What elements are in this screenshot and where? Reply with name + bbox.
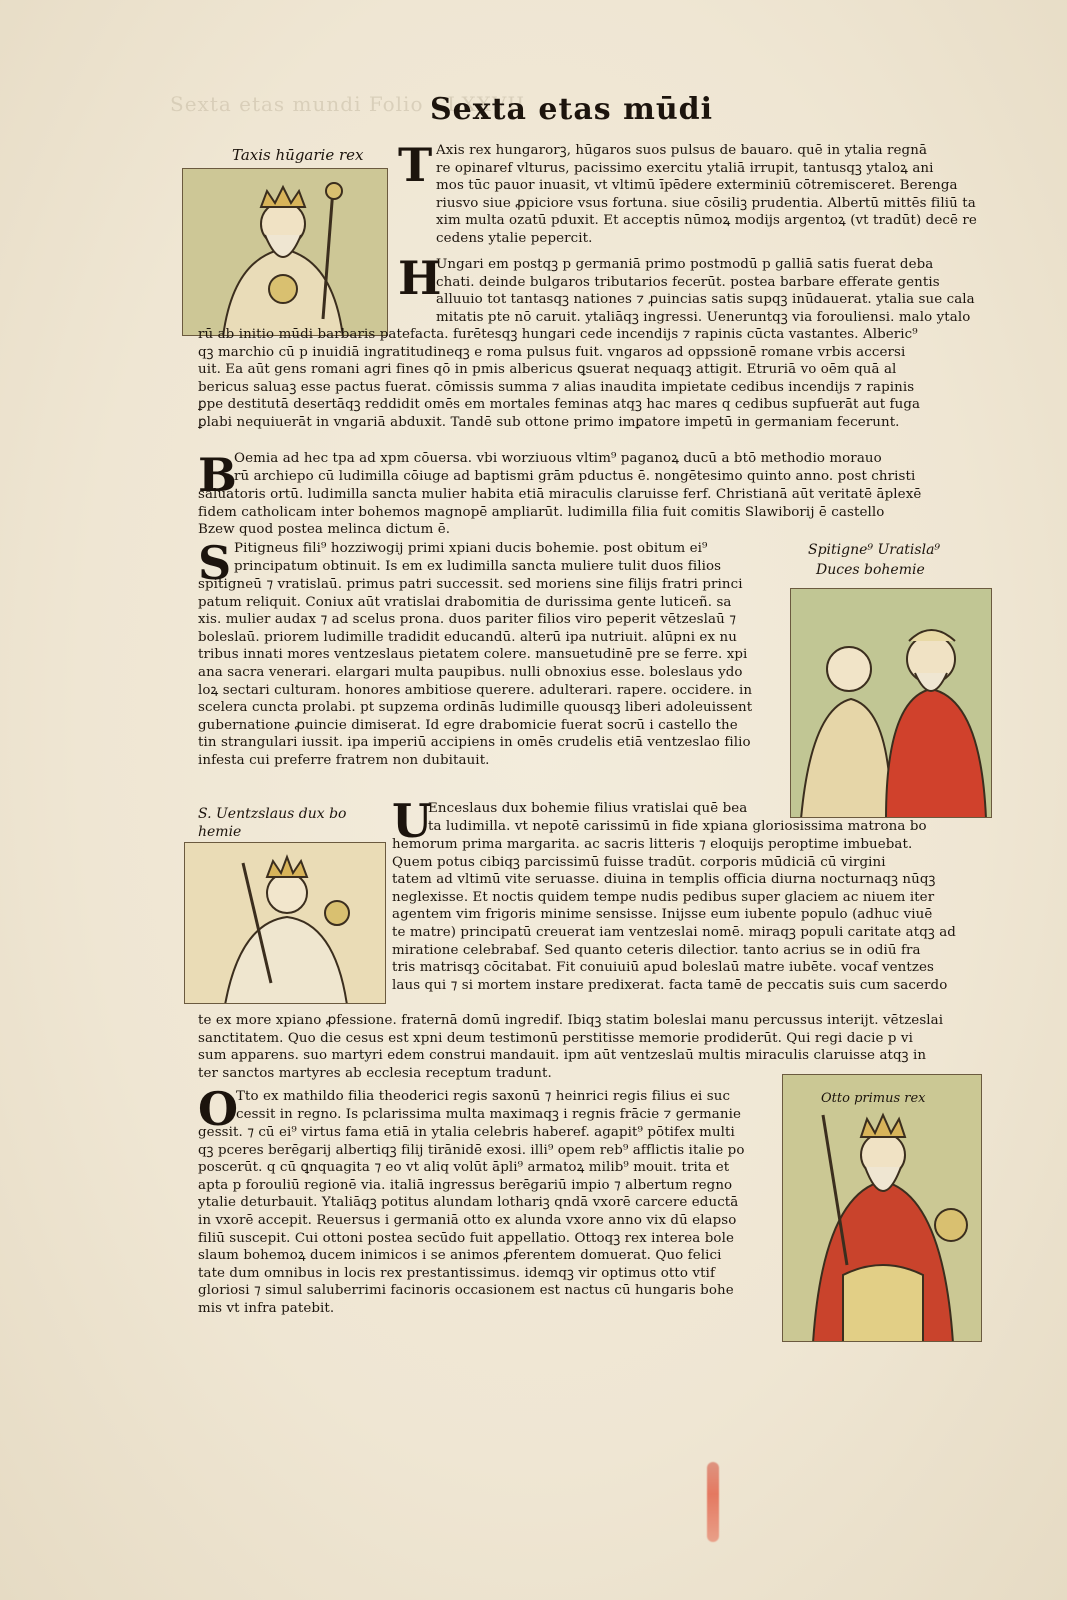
paragraph-ventzeslaus-b — [392, 836, 984, 994]
paragraph-ungari-b — [198, 326, 984, 432]
text-line: ytalie deturbauit. Ytaliāqꝫ potitus alundam lothariꝫ qndā vxorē carcere eductā — [198, 1195, 739, 1211]
text-line: rū ab initio mūdi barbaris patefacta. furētesqꝫ hungari cede incendijs ⁊ rapinis cūcta vastantes. Alberic⁹ — [198, 327, 918, 342]
text-line: slaum bohemoꝝ ducem inimicos i se animos ꝓferentem domuerat. Quo felici — [198, 1248, 722, 1264]
caption-spitigneus: Spitigne⁹ Uratisla⁹ — [808, 542, 941, 558]
text-line: Oemia ad hec tpa ad xpm cōuersa. vbi worziuous vltim⁹ paganoꝝ ducū a btō methodio morauo — [234, 451, 882, 466]
text-line: mos tūc pauor inuasit, vt vltimū īpēdere exterminiū cōtremisceret. Berenga — [436, 178, 958, 194]
text-line: gubernatione ꝓuincie dimiserat. Id egre drabomicie fuerat socrū i castello the — [198, 717, 738, 733]
caption-otto: Otto primus rex — [821, 1091, 926, 1106]
text-line: rū archiepo cū ludimilla cōiuge ad baptismi grām pductus ē. nongētesimo quinto anno. post christi — [234, 468, 916, 484]
text-line: tris matrisqꝫ cōcitabat. Fit conuiuiū apud boleslaū matre iubēte. vocaf ventzes — [392, 960, 935, 976]
text-line: chati. deinde bulgaros tributarios fecerūt. postea barbare efferate gentis — [436, 274, 940, 290]
text-line: Axis rex hungarorꝫ, hūgaros suos pulsus de bauaro. quē in ytalia regnā — [436, 143, 928, 158]
caption-ventzeslaus: S. Uentzslaus dux bo — [198, 806, 347, 822]
initial-t: T — [398, 138, 433, 192]
show-through-header: Sexta etas mundi Folio CLXXVII — [170, 92, 526, 116]
paragraph-spitigneus-b — [198, 576, 786, 770]
saint-king-figure-icon — [185, 843, 386, 1004]
paragraph-boemia-a — [234, 450, 984, 485]
text-line: in vxorē accepit. Reuersus i germaniā otto ex alunda vxore anno vix dū elapso — [198, 1212, 737, 1228]
text-line: cedens ytalie pepercit. — [436, 230, 593, 246]
paragraph-spitigneus-a — [234, 540, 786, 575]
text-line: qꝫ pceres berēgarij albertiqꝫ filij tirānidē exosi. illi⁹ opem reb⁹ afflictis italie po — [198, 1142, 745, 1158]
woodcut-taxis — [182, 168, 388, 336]
text-line: apta p forouliū regionē via. italiā ingressus berēgariū impio ⁊ albertum regno — [198, 1177, 733, 1193]
text-line: fidem catholicam inter bohemos magnopē ampliarūt. ludimilla filia fuit comitis Slawiborij ē castello — [198, 504, 885, 520]
text-line: Quem potus cibiqꝫ parcissimū fuisse tradūt. corporis mūdiciā cū virgini — [392, 854, 886, 870]
text-line: xis. mulier audax ⁊ ad scelus prona. duos pariter filios viro peperit vētzeslaū ⁊ — [198, 612, 736, 628]
initial-h: H — [398, 251, 442, 305]
text-line: filiū suscepit. Cui ottoni postea secūdo fuit appellatio. Ottoqꝫ rex interea bole — [198, 1230, 734, 1246]
text-line: tatem ad vltimū vite seruasse. diuina in templis officia diurna nocturnaqꝫ nūqꝫ — [392, 872, 936, 888]
text-line: ter sanctos martyres ab ecclesia receptum tradunt. — [198, 1065, 552, 1081]
text-line: Ungari em postqꝫ p germaniā primo postmodū p galliā satis fuerat deba — [436, 257, 934, 272]
text-line: hemorum prima margarita. ac sacris litteris ⁊ eloquijs peroptime imbuebat. — [392, 837, 913, 852]
text-line: patum reliquit. Coniux aūt vratislai drabomitia de durissima gente luticeñ. sa — [198, 594, 732, 610]
text-line: laus qui ⁊ si mortem instare predixerat. facta tamē de peccatis suis cum sacerdo — [392, 977, 948, 993]
text-line: Pitigneus fili⁹ hozziwogij primi xpiani ducis bohemie. post obitum ei⁹ — [234, 541, 708, 556]
text-line: boleslaū. priorem ludimille tradidit educandū. alterū ipa nutriuit. alūpni ex nu — [198, 629, 737, 645]
woodcut-ventzeslaus — [184, 842, 386, 1004]
text-line: te ex more xpiano ꝓfessione. fraternā domū ingredif. Ibiqꝫ statim boleslai manu percussus interijt. vētzeslai — [198, 1013, 944, 1028]
text-line: loꝝ sectari culturam. honores ambitiose querere. adulterari. rapere. occidere. in — [198, 682, 753, 698]
text-line: alluuio tot tantasqꝫ nationes ⁊ ꝓuincias satis supqꝫ inūdauerat. ytalia sue cala — [436, 292, 975, 308]
paragraph-ventzeslaus-c — [198, 1012, 984, 1082]
text-line: spitigneū ⁊ vratislaū. primus patri successit. sed moriens sine filijs fratri princi — [198, 577, 743, 592]
initial-b: B — [198, 448, 237, 502]
text-line: uit. Ea aūt gens romani agri fines qō in pmis albericus ꝗsuerat nequaqꝫ attigit. Etruriā vo oēm quā al — [198, 362, 897, 378]
text-line: ta ludimilla. vt nepotē carissimū in fide xpiana gloriosissima matrona bo — [428, 818, 927, 834]
text-line: sanctitatem. Quo die cesus est xpni deum testimonū perstitisse memorie prodiderūt. Qui regi dacie p vi — [198, 1030, 913, 1046]
text-line: ꝑpe destitutā desertāqꝫ reddidit omēs em mortales feminas atqꝫ hac mares q cedibus supfuerāt aut fuga — [198, 397, 921, 413]
text-line: Bzew quod postea melinca dictum ē. — [198, 522, 451, 538]
text-line: mitatis pte nō caruit. ytaliāqꝫ ingressi. Ueneruntqꝫ via forouliensi. malo ytalo — [436, 309, 971, 325]
page-title: Sexta etas mūdi — [430, 92, 714, 127]
text-line: infesta cui preferre fratrem non dubitauit. — [198, 752, 490, 768]
woodcut-dukes — [790, 588, 992, 818]
text-line: saluatoris ortū. ludimilla sancta mulier habita etiā miraculis claruisse ferf. Christianā aūt veritatē āplexē — [198, 487, 922, 502]
text-line: agentem vim frigoris minime sensisse. Inijsse eum iubente populo (adhuc viuē — [392, 907, 933, 923]
text-line: riusvo siue ꝓpiciore vsus fortuna. siue cōsiliꝫ prudentia. Albertū mittēs filiū ta — [436, 195, 976, 211]
text-line: xim multa ozatū pduxit. Et acceptis nūmoꝝ modijs argentoꝝ (vt tradūt) decē re — [436, 213, 977, 229]
text-line: bericus saluaꝫ esse pactus fuerat. cōmissis summa ⁊ alias inaudita impietate cedibus incendijs ⁊ rapinis — [198, 379, 915, 395]
text-line: ꝑlabi nequiuerāt in vngariā abduxit. Tandē sub ottone primo imꝑatore impetū in germaniam fecerunt. — [198, 414, 900, 430]
caption-ventzeslaus-cont: hemie — [198, 824, 242, 840]
text-line: tin strangulari iussit. ipa imperiū accipiens in omēs crudelis etiā ventzeslao filio — [198, 735, 751, 751]
text-line: tribus innati mores ventzeslaus pietatem colere. mansuetudinē pre se ferre. xpi — [198, 647, 748, 663]
text-line: ana sacra venerari. elargari multa paupibus. nulli obnoxius esse. boleslaus ydo — [198, 664, 743, 680]
king-figure-icon — [183, 169, 388, 336]
text-line: sum apparens. suo martyri edem construi mandauit. ipm aūt ventzeslaū multis miraculis claruisse atqꝫ in — [198, 1048, 927, 1064]
text-line: te matre) principatū creuerat iam ventzeslai nomē. miraqꝫ populi caritate atqꝫ ad — [392, 924, 956, 940]
text-line: tate dum omnibus in locis rex prestantissimus. idemqꝫ vir optimus otto vtif — [198, 1265, 716, 1281]
text-line: miratione celebrabaf. Sed quanto ceteris dilectior. tanto acrius se in odiū fra — [392, 942, 921, 958]
woodcut-otto — [782, 1074, 982, 1342]
text-line: gloriosi ⁊ simul saluberrimi facinoris occasionem est nactus cū hungaris bohe — [198, 1283, 734, 1299]
paragraph-otto-b — [198, 1124, 784, 1318]
text-line: scelera cuncta prolabi. pt supzema ordinās ludimille quousqꝫ liberi adoleuissent — [198, 700, 753, 716]
text-line: poscerūt. q cū ꝗnquagita ⁊ eo vt aliq volūt āpli⁹ armatoꝝ milib⁹ mouit. trita et — [198, 1160, 730, 1176]
initial-u: U — [392, 794, 433, 848]
paragraph-ungari-a — [436, 256, 984, 326]
text-line: cessit in regno. Is pclarissima multa maximaqꝫ i regnis frācie ⁊ germanie — [236, 1106, 742, 1122]
two-dukes-figure-icon — [791, 589, 992, 818]
text-line: gessit. ⁊ cū ei⁹ virtus fama etiā in ytalia celebris haberef. agapit⁹ pōtifex multi — [198, 1125, 735, 1140]
otto-king-figure-icon — [783, 1075, 982, 1342]
initial-s: S — [198, 536, 232, 590]
caption-duces: Duces bohemie — [816, 562, 925, 578]
paragraph-ventzeslaus-a — [428, 800, 984, 835]
red-stain — [707, 1462, 719, 1542]
paragraph-otto-a — [236, 1088, 784, 1123]
text-line: Enceslaus dux bohemie filius vratislai quē bea — [428, 801, 748, 816]
paragraph-taxis — [436, 142, 984, 248]
text-line: Tto ex mathildo filia theoderici regis saxonū ⁊ heinrici regis filius ei suc — [236, 1089, 731, 1104]
text-line: principatum obtinuit. Is em ex ludimilla sancta muliere tulit duos filios — [234, 558, 722, 574]
text-line: neglexisse. Et noctis quidem tempe nudis pedibus super glaciem ac niuem iter — [392, 889, 935, 905]
paragraph-boemia-b — [198, 486, 984, 539]
text-line: re opinaref vlturus, pacissimo exercitu ytaliā irrupit, tantusqꝫ ytaloꝝ ani — [436, 160, 934, 176]
caption-taxis: Taxis hūgarie rex — [232, 146, 364, 164]
initial-o: O — [198, 1082, 239, 1136]
text-line: qꝫ marchio cū p inuidiā ingratitudineqꝫ e roma pulsus fuit. vngaros ad oppssionē romane vrbis accersi — [198, 344, 906, 360]
text-line: mis vt infra patebit. — [198, 1300, 335, 1316]
